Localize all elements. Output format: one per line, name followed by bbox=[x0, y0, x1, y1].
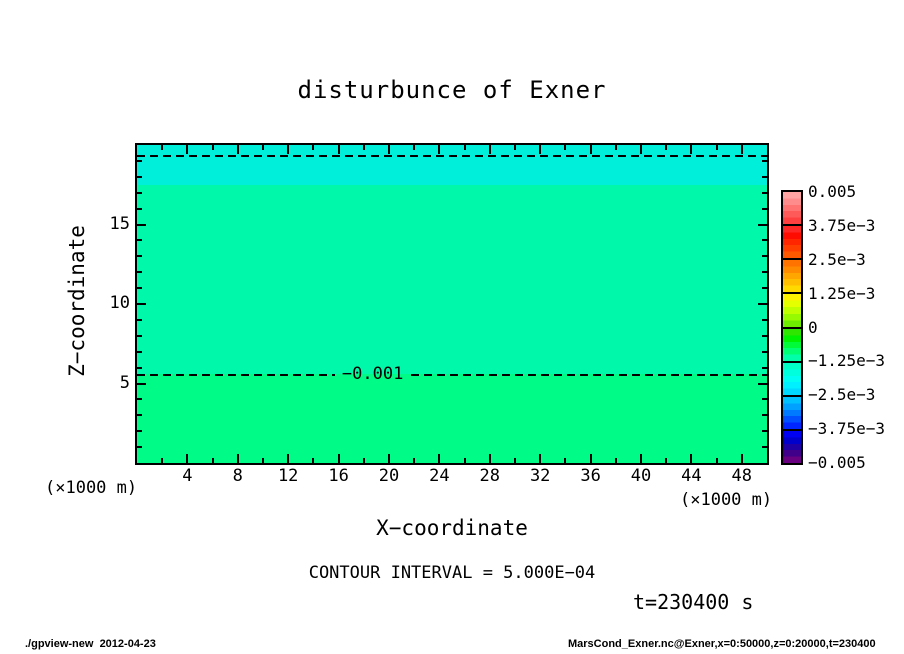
x-tick-label: 12 bbox=[277, 466, 299, 486]
page-title: disturbunce of Exner bbox=[297, 76, 607, 104]
colorbar-label: 2.5e−3 bbox=[808, 249, 866, 269]
x-tick bbox=[388, 454, 390, 463]
y-tick bbox=[137, 255, 142, 257]
x-tick bbox=[590, 145, 592, 154]
y-tick bbox=[762, 398, 767, 400]
y-tick bbox=[762, 414, 767, 416]
x-tick bbox=[716, 458, 718, 463]
x-tick-label: 16 bbox=[328, 466, 349, 486]
colorbar-box bbox=[783, 258, 801, 292]
y-tick-label: 5 bbox=[119, 372, 130, 393]
colorbar-box bbox=[783, 361, 801, 395]
x-tick bbox=[312, 145, 314, 150]
x-tick bbox=[741, 454, 743, 463]
y-tick bbox=[762, 192, 767, 194]
y-tick bbox=[137, 208, 142, 210]
colorbar-box bbox=[783, 327, 801, 361]
colorbar-label: −3.75e−3 bbox=[808, 419, 886, 439]
colorbar-label: −0.005 bbox=[808, 453, 866, 472]
y-tick bbox=[137, 192, 142, 194]
x-tick bbox=[438, 145, 440, 154]
x-tick bbox=[464, 145, 466, 150]
x-tick-label: 44 bbox=[681, 466, 702, 486]
x-tick bbox=[212, 458, 214, 463]
y-tick bbox=[762, 367, 767, 369]
y-tick bbox=[762, 160, 767, 162]
y-tick bbox=[137, 224, 146, 226]
y-tick bbox=[137, 287, 142, 289]
y-tick bbox=[137, 446, 142, 448]
y-tick bbox=[758, 224, 767, 226]
y-tick-label: 10 bbox=[109, 293, 130, 313]
y-tick bbox=[137, 176, 142, 178]
y-tick bbox=[762, 351, 767, 353]
x-tick bbox=[363, 145, 365, 150]
x-tick bbox=[186, 454, 188, 463]
colorbar-label: 0 bbox=[808, 317, 818, 337]
x-tick bbox=[413, 458, 415, 463]
x-tick bbox=[539, 454, 541, 463]
x-tick bbox=[514, 145, 516, 150]
x-tick bbox=[690, 454, 692, 463]
x-tick-label: 48 bbox=[731, 466, 753, 486]
y-tick bbox=[762, 319, 767, 321]
x-tick bbox=[338, 145, 340, 154]
y-tick bbox=[137, 239, 142, 241]
x-tick-label: 32 bbox=[529, 466, 551, 486]
time-note: t=230400 s bbox=[633, 590, 754, 614]
x-tick bbox=[287, 454, 289, 463]
x-axis-title: X−coordinate bbox=[376, 516, 528, 540]
contour-line bbox=[137, 155, 767, 157]
x-tick bbox=[514, 458, 516, 463]
x-tick bbox=[312, 458, 314, 463]
y-tick bbox=[762, 335, 767, 337]
x-tick bbox=[539, 145, 541, 154]
plot-frame bbox=[135, 143, 769, 465]
plot-area bbox=[137, 145, 767, 463]
footer-datasource: MarsCond_Exner.nc@Exner,x=0:50000,z=0:20000,t=230400 bbox=[568, 638, 876, 650]
colorbar-box bbox=[783, 192, 801, 224]
y-tick bbox=[758, 303, 767, 305]
x-tick bbox=[262, 145, 264, 150]
x-tick bbox=[690, 145, 692, 154]
x-tick bbox=[338, 454, 340, 463]
y-tick bbox=[137, 383, 146, 385]
x-tick-label: 4 bbox=[182, 466, 193, 486]
y-tick bbox=[762, 430, 767, 432]
colorbar-box bbox=[783, 395, 801, 429]
shade-band bbox=[137, 145, 767, 185]
y-tick bbox=[137, 414, 142, 416]
x-tick bbox=[438, 454, 440, 463]
y-tick bbox=[762, 271, 767, 273]
x-tick bbox=[388, 145, 390, 154]
y-tick bbox=[137, 398, 142, 400]
x-tick bbox=[464, 458, 466, 463]
x-tick bbox=[363, 458, 365, 463]
y-tick bbox=[762, 208, 767, 210]
colorbar-box bbox=[783, 224, 801, 258]
y-tick bbox=[137, 335, 142, 337]
x-tick-label: 8 bbox=[232, 466, 243, 486]
y-tick bbox=[137, 430, 142, 432]
x-tick-label: 40 bbox=[630, 466, 652, 486]
colorbar-label: −1.25e−3 bbox=[808, 351, 886, 371]
colorbar-label: −2.5e−3 bbox=[808, 385, 876, 405]
y-tick-label: 15 bbox=[109, 213, 130, 234]
x-tick bbox=[640, 454, 642, 463]
y-axis-unit: (×1000 m) bbox=[45, 478, 138, 498]
y-tick bbox=[762, 446, 767, 448]
x-tick bbox=[615, 145, 617, 150]
y-tick bbox=[137, 319, 142, 321]
x-tick bbox=[741, 145, 743, 154]
x-tick bbox=[262, 458, 264, 463]
x-tick bbox=[716, 145, 718, 150]
x-tick bbox=[665, 458, 667, 463]
x-tick-label: 24 bbox=[429, 466, 450, 486]
shade-band bbox=[137, 185, 767, 374]
x-tick bbox=[212, 145, 214, 150]
x-tick bbox=[287, 145, 289, 154]
x-tick bbox=[615, 458, 617, 463]
x-tick bbox=[161, 145, 163, 150]
y-tick bbox=[137, 271, 142, 273]
colorbar-label: 3.75e−3 bbox=[808, 215, 876, 235]
colorbar-label: 0.005 bbox=[808, 182, 857, 201]
y-tick bbox=[762, 287, 767, 289]
x-tick-label: 36 bbox=[580, 466, 601, 486]
x-tick bbox=[237, 454, 239, 463]
y-tick bbox=[762, 255, 767, 257]
y-tick bbox=[137, 303, 146, 305]
contour-interval-note: CONTOUR INTERVAL = 5.000E−04 bbox=[308, 563, 596, 583]
x-tick bbox=[237, 145, 239, 154]
footer-command: ./gpview-new 2012-04-23 bbox=[25, 638, 156, 650]
x-tick bbox=[640, 145, 642, 154]
y-tick bbox=[762, 176, 767, 178]
colorbar-box bbox=[783, 429, 801, 463]
y-tick bbox=[137, 351, 142, 353]
x-tick bbox=[590, 454, 592, 463]
x-tick bbox=[186, 145, 188, 154]
x-axis-unit: (×1000 m) bbox=[680, 490, 773, 510]
x-tick bbox=[564, 145, 566, 150]
contour-line bbox=[137, 374, 335, 376]
x-tick bbox=[489, 145, 491, 154]
y-tick bbox=[758, 383, 767, 385]
colorbar-label: 1.25e−3 bbox=[808, 283, 876, 303]
shade-band bbox=[137, 374, 767, 463]
x-tick bbox=[489, 454, 491, 463]
y-axis-title: Z−coordinate bbox=[65, 225, 89, 377]
x-tick bbox=[665, 145, 667, 150]
y-tick bbox=[137, 160, 142, 162]
x-tick bbox=[564, 458, 566, 463]
x-tick bbox=[413, 145, 415, 150]
x-tick bbox=[161, 458, 163, 463]
x-tick-label: 28 bbox=[479, 466, 501, 486]
x-tick-label: 20 bbox=[378, 466, 400, 486]
colorbar bbox=[781, 190, 803, 465]
y-tick bbox=[137, 367, 142, 369]
contour-line bbox=[411, 374, 767, 376]
y-tick bbox=[762, 239, 767, 241]
colorbar-box bbox=[783, 292, 801, 326]
contour-label: −0.001 bbox=[341, 363, 404, 384]
